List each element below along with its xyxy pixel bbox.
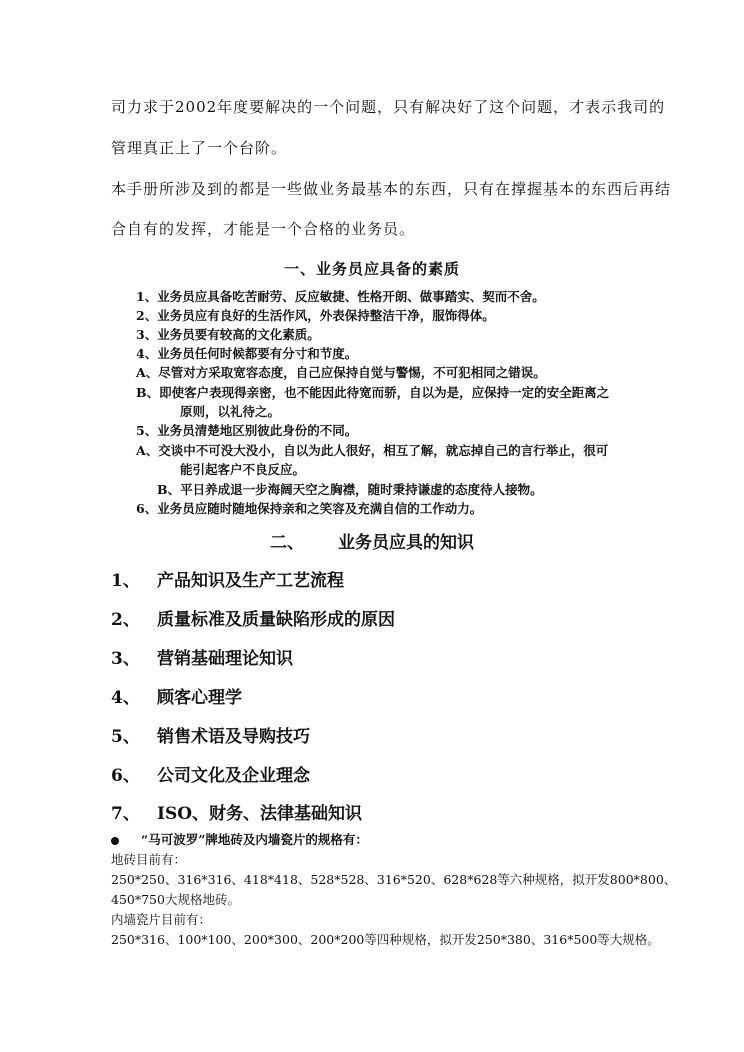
quality-subitem-continuation: 能引起客户不良反应。 — [180, 462, 306, 477]
knowledge-item — [111, 605, 395, 630]
floor-tile-label: 地砖目前有： — [111, 852, 187, 867]
quality-item: 2、业务员应有良好的生活作风，外表保持整洁干净，服饰得体。 — [136, 308, 495, 323]
quality-subitem: A、尽管对方采取宽容态度，自己应保持自觉与警惕，不可犯相同之错误。 — [136, 365, 546, 380]
quality-item: 4、业务员任何时候都要有分寸和节度。 — [136, 346, 358, 361]
knowledge-item-number: 4、 — [111, 688, 140, 708]
quality-subitem: B、平日养成退一步海阔天空之胸襟，随时秉持谦虚的态度待人接物。 — [157, 482, 543, 497]
knowledge-item-text: 营销基础理论知识 — [157, 649, 293, 669]
knowledge-item-text: 公司文化及企业理念 — [157, 766, 310, 786]
knowledge-item — [111, 799, 362, 824]
bullet-dot-icon — [111, 837, 119, 845]
quality-item: 6、业务员应随时随地保持亲和之笑容及充满自信的工作动力。 — [136, 501, 483, 516]
floor-tile-sizes: 250*250、316*316、418*418、528*528、316*520、628*628等六种规格，拟开发800*800、 — [111, 872, 677, 887]
wall-tile-sizes: 250*316、100*100、200*300、200*200等四种规格，拟开发250*380、316*500等大规格。 — [111, 932, 660, 947]
quality-item: 1、业务员应具备吃苦耐劳、反应敏捷、性格开朗、做事踏实、契而不舍。 — [136, 289, 545, 304]
knowledge-item — [111, 644, 293, 669]
floor-tile-sizes-cont: 450*750大规格地砖。 — [111, 892, 240, 907]
specs-bullet — [111, 830, 368, 848]
intro-paragraph-line: 管理真正上了一个台阶。 — [111, 139, 288, 157]
knowledge-item-number: 6、 — [111, 766, 140, 786]
knowledge-item — [111, 722, 310, 747]
quality-subitem: A、交谈中不可没大没小，自以为此人很好，相互了解，就忘掉自己的言行举止，很可 — [136, 443, 609, 458]
section2-heading — [0, 528, 744, 553]
knowledge-item-number: 2、 — [111, 610, 140, 630]
knowledge-item-text: 产品知识及生产工艺流程 — [157, 571, 344, 591]
section2-heading-number: 二、 — [270, 533, 304, 553]
knowledge-item-text: ISO、财务、法律基础知识 — [157, 804, 363, 824]
knowledge-item-number: 1、 — [111, 571, 140, 591]
knowledge-item-number: 5、 — [111, 727, 140, 747]
quality-item: 5、业务员清楚地区别彼此身份的不同。 — [136, 423, 358, 438]
knowledge-item-number: 7、 — [111, 804, 140, 824]
intro-paragraph-line: 本手册所涉及到的都是一些做业务最基本的东西，只有在撑握基本的东西后再结 — [111, 180, 672, 198]
knowledge-item — [111, 683, 242, 708]
knowledge-item-text: 销售术语及导购技巧 — [157, 727, 310, 747]
knowledge-item-text: 顾客心理学 — [157, 688, 242, 708]
knowledge-item — [111, 761, 310, 786]
section2-heading-text: 业务员应具的知识 — [338, 533, 474, 553]
quality-subitem: B、即使客户表现得亲密，也不能因此待宽而骄，自以为是，应保持一定的安全距离之 — [136, 385, 610, 400]
intro-paragraph-line: 合自有的发挥，才能是一个合格的业务员。 — [111, 220, 416, 238]
knowledge-item-number: 3、 — [111, 649, 140, 669]
quality-item: 3、业务员要有较高的文化素质。 — [136, 327, 320, 342]
knowledge-item — [111, 566, 344, 591]
specs-bullet-text: “马可波罗”牌地砖及内墙瓷片的规格有： — [141, 832, 368, 847]
quality-subitem-continuation: 原则，以礼待之。 — [180, 404, 281, 419]
intro-paragraph-line: 司力求于2002年度要解决的一个问题，只有解决好了这个问题，才表示我司的 — [111, 98, 666, 116]
wall-tile-label: 内墙瓷片目前有： — [111, 912, 212, 927]
knowledge-item-text: 质量标准及质量缺陷形成的原因 — [157, 610, 395, 630]
section1-heading: 一、业务员应具备的素质 — [283, 260, 460, 278]
